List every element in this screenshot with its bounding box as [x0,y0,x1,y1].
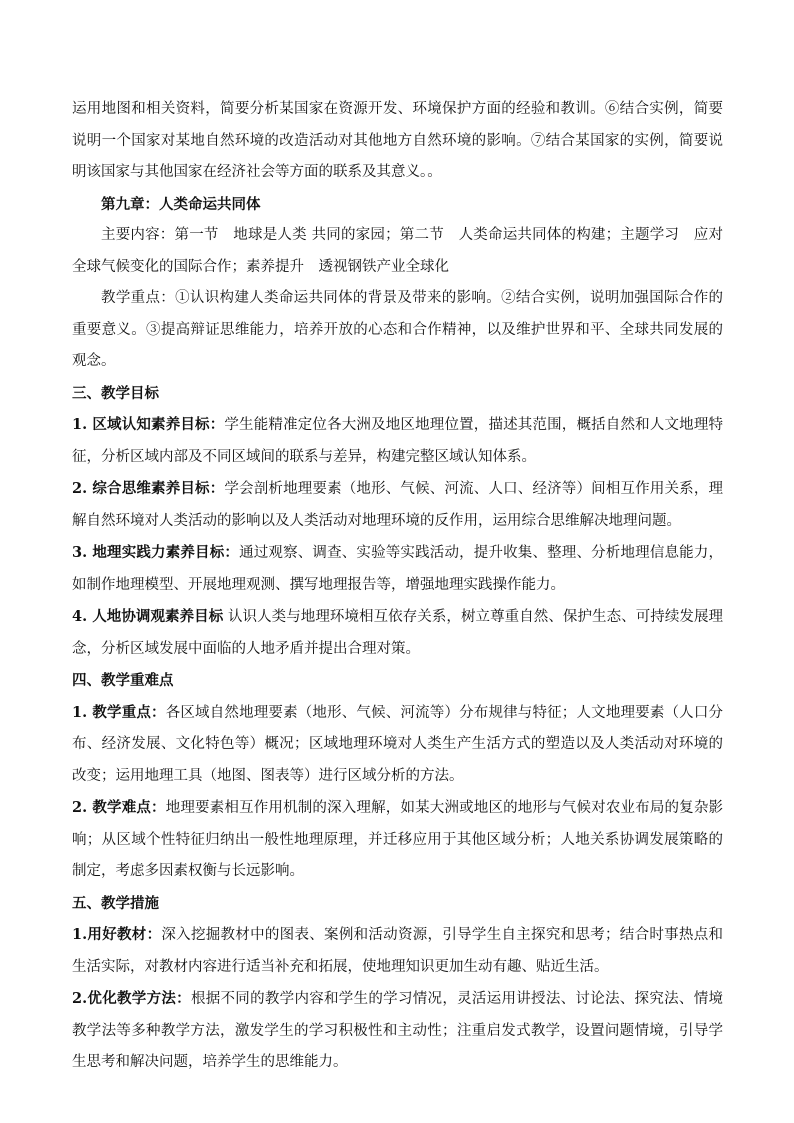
section3-item-label: 2. 综合思维素养目标： [72,480,225,497]
document-page [72,94,723,1079]
chapter8-tail-paragraph: 运用地图和相关资料，简要分析某国家在资源开发、环境保护方面的经验和教训。⑥结合实例，简要说明一个国家对某地自然环境的改造活动对其他地方自然环境的影响。⑦结合某国家的实例，简要说明该国家与其他国家在经济社会等方面的联系及其意义。。 [72,101,723,180]
section3-item [72,537,723,601]
section3-item-text: 学会剖析地理要素（地形、气候、河流、人口、经济等）间相互作用关系，理解自然环境对人类活动的影响以及人类活动对地理环境的反作用，运用综合思维解决地理问题。 [72,481,723,529]
section3-item-label: 1. 区域认知素养目标： [72,416,225,433]
section3-item-label: 4. 人地协调观素养目标 [72,608,224,625]
section4-item-label: 2. 教学难点： [72,799,166,816]
section3-heading: 三、教学目标 [72,384,159,402]
chapter9-content-text: 第一节 地球是人类 共同的家园；第二节 人类命运共同体的构建；主题学习 应对全球气候变化的国际合作；素养提升 透视钢铁产业全球化 [72,227,723,275]
section3-item-text: 学生能精准定位各大洲及地区地理位置，描述其范围，概括自然和人文地理特征，分析区域内部及不同区域间的联系与差异，构建完整区域认知体系。 [72,417,723,465]
section3-item-label: 3. 地理实践力素养目标： [72,544,240,561]
section5-item-text: 根据不同的教学内容和学生的学习情况，灵活运用讲授法、讨论法、探究法、情境教学法等多种教学方法，激发学生的学习积极性和主动性；注重启发式教学，设置问题情境，引导学生思考和解决问题，培养学生的思维能力。 [72,991,723,1070]
section5-item-label: 1.用好教材： [72,926,162,943]
section3-item [72,409,723,473]
section3-item [72,473,723,537]
section3-item [72,601,723,665]
section5-item-label: 2.优化教学方法： [72,990,191,1007]
chapter9-focus-label: 教学重点： [101,290,176,306]
chapter9-content-paragraph [72,220,723,283]
section4-item [72,792,723,888]
chapter9-focus-paragraph [72,283,723,378]
section4-item [72,697,723,793]
section5-item [72,919,723,983]
section3-item-text: 通过观察、调查、实验等实践活动，提升收集、整理、分析地理信息能力，如制作地理模型、开展地理观测、撰写地理报告等，增强地理实践操作能力。 [72,545,724,593]
section4-heading: 四、教学重难点 [72,672,174,689]
section3-item-text: 认识人类与地理环境相互依存关系，树立尊重自然、保护生态、可持续发展理念，分析区域发展中面临的人地矛盾并提出合理对策。 [72,609,724,657]
section5-heading: 五、教学措施 [72,894,159,912]
chapter9-title: 第九章：人类命运共同体 [101,195,261,213]
section4-item-label: 1. 教学重点： [72,703,166,721]
section4-item-text: 各区域自然地理要素（地形、气候、河流等）分布规律与特征；人文地理要素（人口分布、经济发展、文化特色等）概况；区域地理环境对人类生产生活方式的塑造以及人类活动对环境的改变；运用地理工具（地图、图表等）进行区域分析的方法。 [72,704,724,784]
chapter9-focus-text: ①认识构建人类命运共同体的背景及带来的影响。②结合实例，说明加强国际合作的重要意义。③提高辩证思维能力，培养开放的心态和合作精神，以及维护世界和平、全球共同发展的观念。 [72,290,724,369]
section5-item [72,983,723,1079]
section5-item-text: 深入挖掘教材中的图表、案例和活动资源，引导学生自主探究和思考；结合时事热点和生活实际，对教材内容进行适当补充和拓展，使地理知识更加生动有趣、贴近生活。 [72,927,724,975]
section4-item-text: 地理要素相互作用机制的深入理解，如某大洲或地区的地形与气候对农业布局的复杂影响；从区域个性特征归纳出一般性地理原理，并迁移应用于其他区域分析；人地关系协调发展策略的制定，考虑多因素权衡与长远影响。 [72,800,724,879]
chapter9-content-label: 主要内容： [101,227,175,243]
